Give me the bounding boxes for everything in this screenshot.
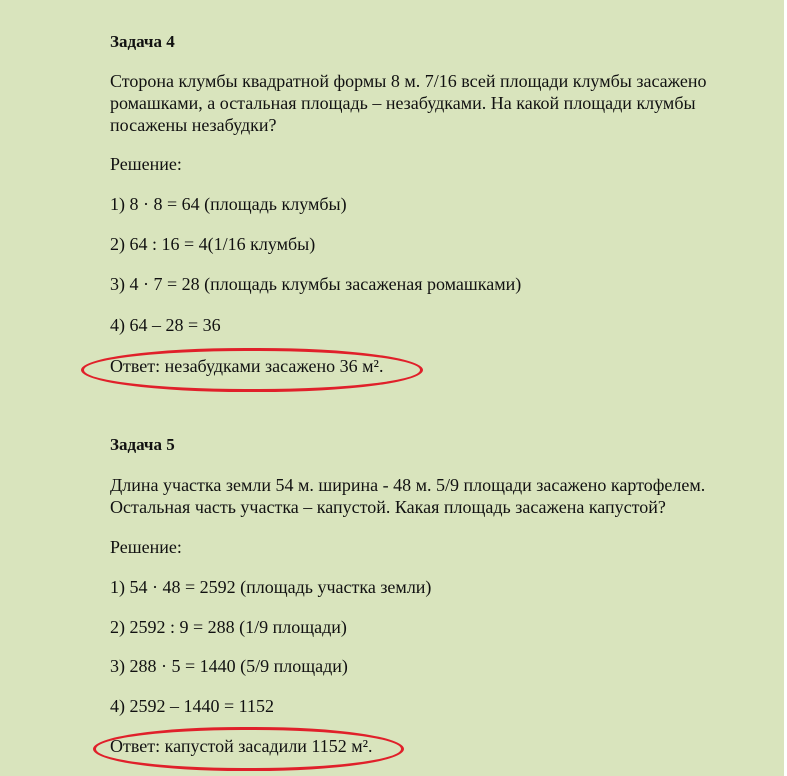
task4-condition-line: посажены незабудки? xyxy=(110,115,277,135)
task5-step: 2) 2592 : 9 = 288 (1/9 площади) xyxy=(110,617,347,637)
task4-title: Задача 4 xyxy=(110,32,175,51)
task5-condition-line: Длина участка земли 54 м. ширина - 48 м. 5/9 площади засажено картофелем. xyxy=(110,475,706,495)
task4-step: 1) 8 · 8 = 64 (площадь клумбы) xyxy=(110,194,347,214)
task5-answer: Ответ: капустой засадили 1152 м². xyxy=(110,736,373,756)
task5-title: Задача 5 xyxy=(110,435,175,454)
task4-step: 4) 64 – 28 = 36 xyxy=(110,315,221,335)
task4-condition-line: Сторона клумбы квадратной формы 8 м. 7/16 всей площади клумбы засажено xyxy=(110,71,707,91)
task5-condition-line: Остальная часть участка – капустой. Какая площадь засажена капустой? xyxy=(110,497,666,517)
task4-step: 2) 64 : 16 = 4(1/16 клумбы) xyxy=(110,234,316,254)
task4-step: 3) 4 · 7 = 28 (площадь клумбы засаженая ромашками) xyxy=(110,274,522,294)
task5-solution-label: Решение: xyxy=(110,537,182,557)
task4-condition-line: ромашками, а остальная площадь – незабудками. На какой площади клумбы xyxy=(110,93,696,113)
task5-step: 3) 288 · 5 = 1440 (5/9 площади) xyxy=(110,656,348,676)
task4-answer: Ответ: незабудками засажено 36 м². xyxy=(110,356,384,376)
task5-step: 1) 54 · 48 = 2592 (площадь участка земли) xyxy=(110,577,432,597)
task4-solution-label: Решение: xyxy=(110,154,182,174)
task5-step: 4) 2592 – 1440 = 1152 xyxy=(110,696,274,716)
